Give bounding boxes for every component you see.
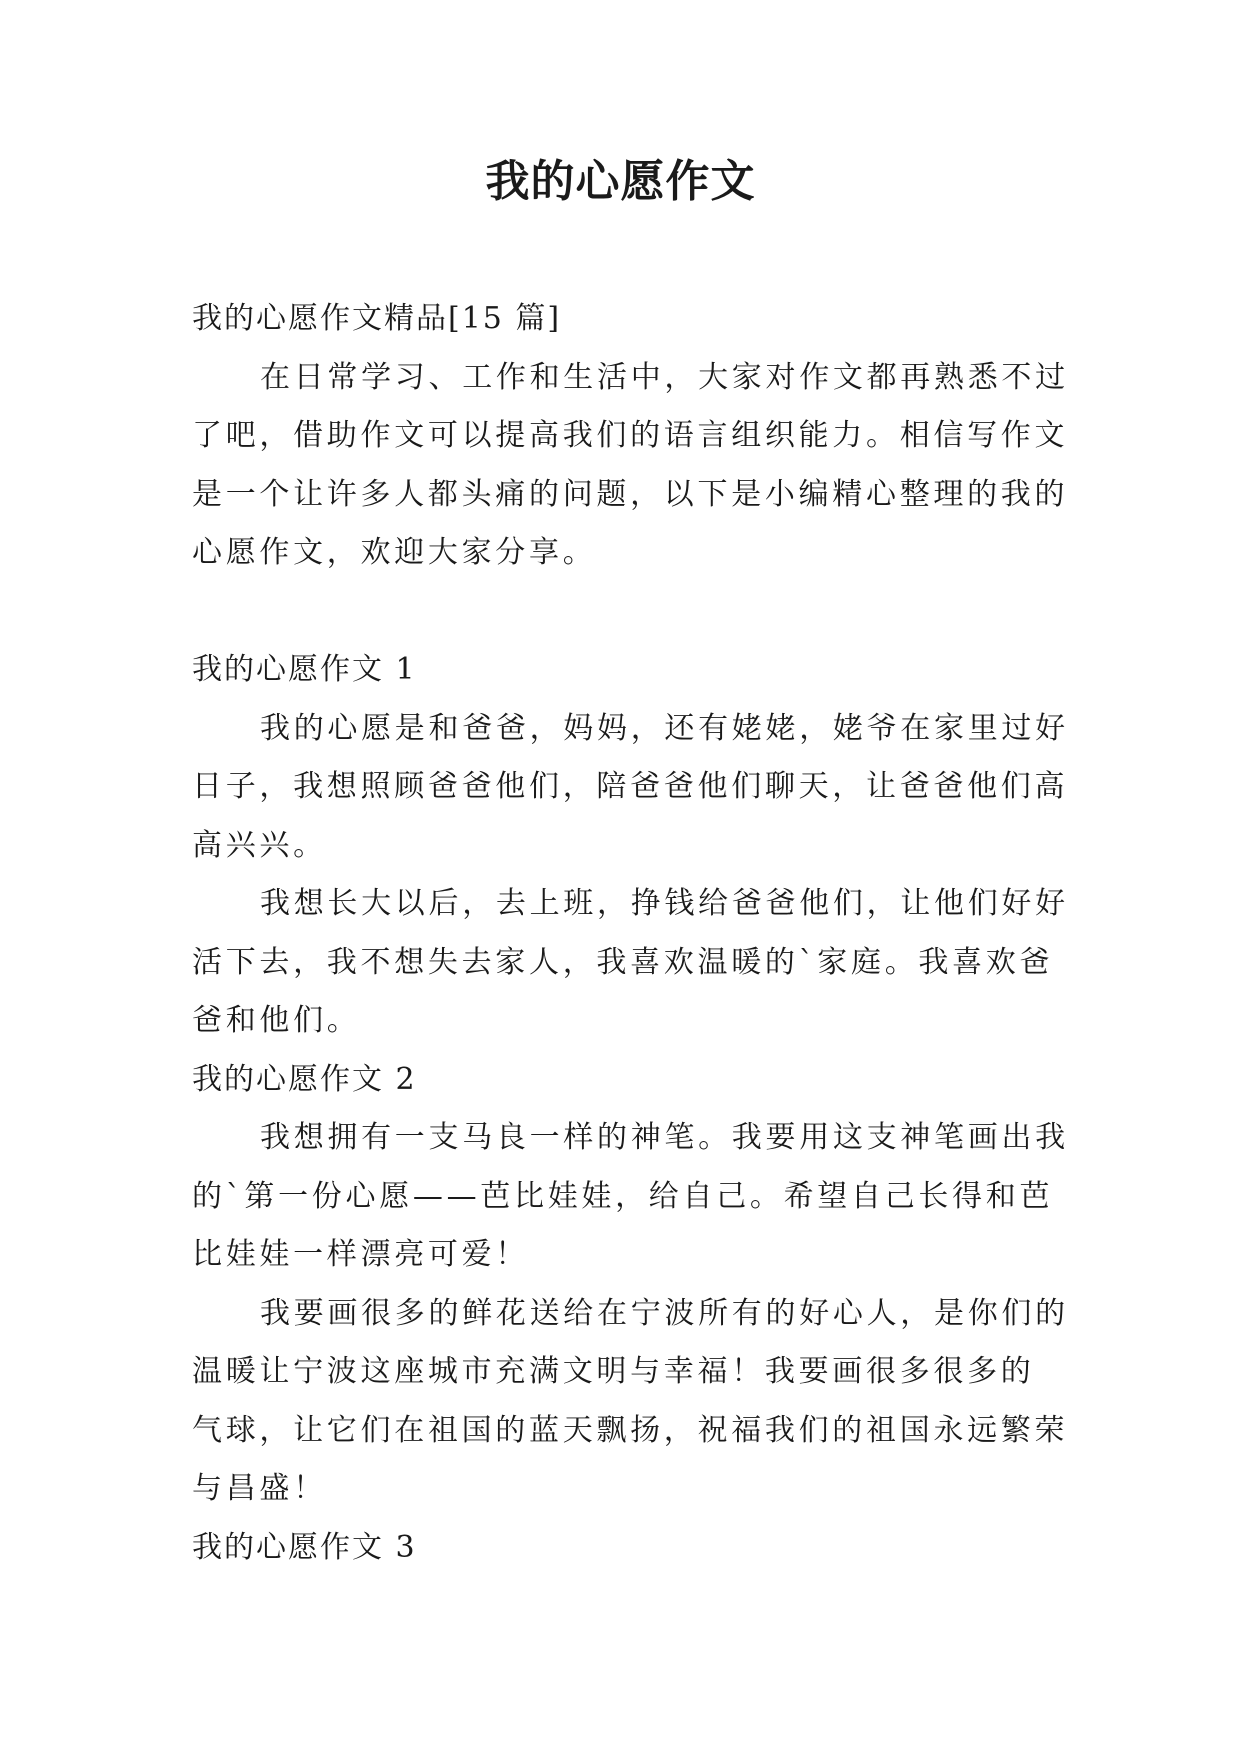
- essay-paragraph: [192, 700, 1069, 876]
- paragraph-line: 我想长大以后，去上班，挣钱给爸爸他们，让他们好好: [260, 886, 1069, 921]
- paragraph-line: 日子，我想照顾爸爸他们，陪爸爸他们聊天，让爸爸他们高: [192, 769, 1069, 804]
- document-body: [192, 290, 1069, 1577]
- paragraph-line: 了吧，借助作文可以提高我们的语言组织能力。相信写作文: [192, 418, 1069, 453]
- essay-3: [192, 1519, 1054, 1578]
- paragraph-line: 在日常学习、工作和生活中，大家对作文都再熟悉不过: [260, 359, 1069, 395]
- paragraph-line: 高兴兴。: [192, 827, 327, 863]
- essay-paragraph: [192, 1109, 1069, 1285]
- paragraph-line: 活下去，我不想失去家人，我喜欢温暖的`家庭。我喜欢爸: [192, 944, 1054, 980]
- paragraph-line: 与昌盛！: [192, 1471, 327, 1506]
- paragraph-line: 比娃娃一样漂亮可爱！: [192, 1237, 529, 1272]
- paragraph-line: 温暖让宁波这座城市充满文明与幸福！我要画很多很多的: [192, 1354, 1035, 1389]
- essay-paragraph: [192, 1285, 1069, 1519]
- intro-paragraph: [192, 349, 1069, 583]
- paragraph-line: 的`第一份心愿——芭比娃娃，给自己。希望自己长得和芭: [192, 1178, 1054, 1214]
- paragraph-line: 爸和他们。: [192, 1003, 361, 1038]
- essay-heading: 我的心愿作文 1: [192, 652, 417, 687]
- paragraph-line: 是一个让许多人都头痛的问题，以下是小编精心整理的我的: [192, 476, 1069, 512]
- collection-subtitle: 我的心愿作文精品[15 篇]: [192, 301, 562, 336]
- essay-1: [192, 641, 1069, 1051]
- section-spacer: [192, 583, 1054, 642]
- paragraph-line: 气球，让它们在祖国的蓝天飘扬，祝福我们的祖国永远繁荣: [192, 1412, 1069, 1448]
- document-title: 我的心愿作文: [485, 156, 756, 207]
- paragraph-line: 我的心愿是和爸爸，妈妈，还有姥姥，姥爷在家里过好: [260, 710, 1069, 746]
- paragraph-line: 我要画很多的鲜花送给在宁波所有的好心人，是你们的: [260, 1295, 1069, 1331]
- essay-heading: 我的心愿作文 2: [192, 1061, 417, 1097]
- paragraph-line: 心愿作文，欢迎大家分享。: [192, 535, 597, 570]
- essay-2: [192, 1051, 1069, 1519]
- essay-heading: 我的心愿作文 3: [192, 1529, 417, 1565]
- paragraph-line: 我想拥有一支马良一样的神笔。我要用这支神笔画出我: [260, 1120, 1069, 1155]
- essay-paragraph: [192, 875, 1069, 1051]
